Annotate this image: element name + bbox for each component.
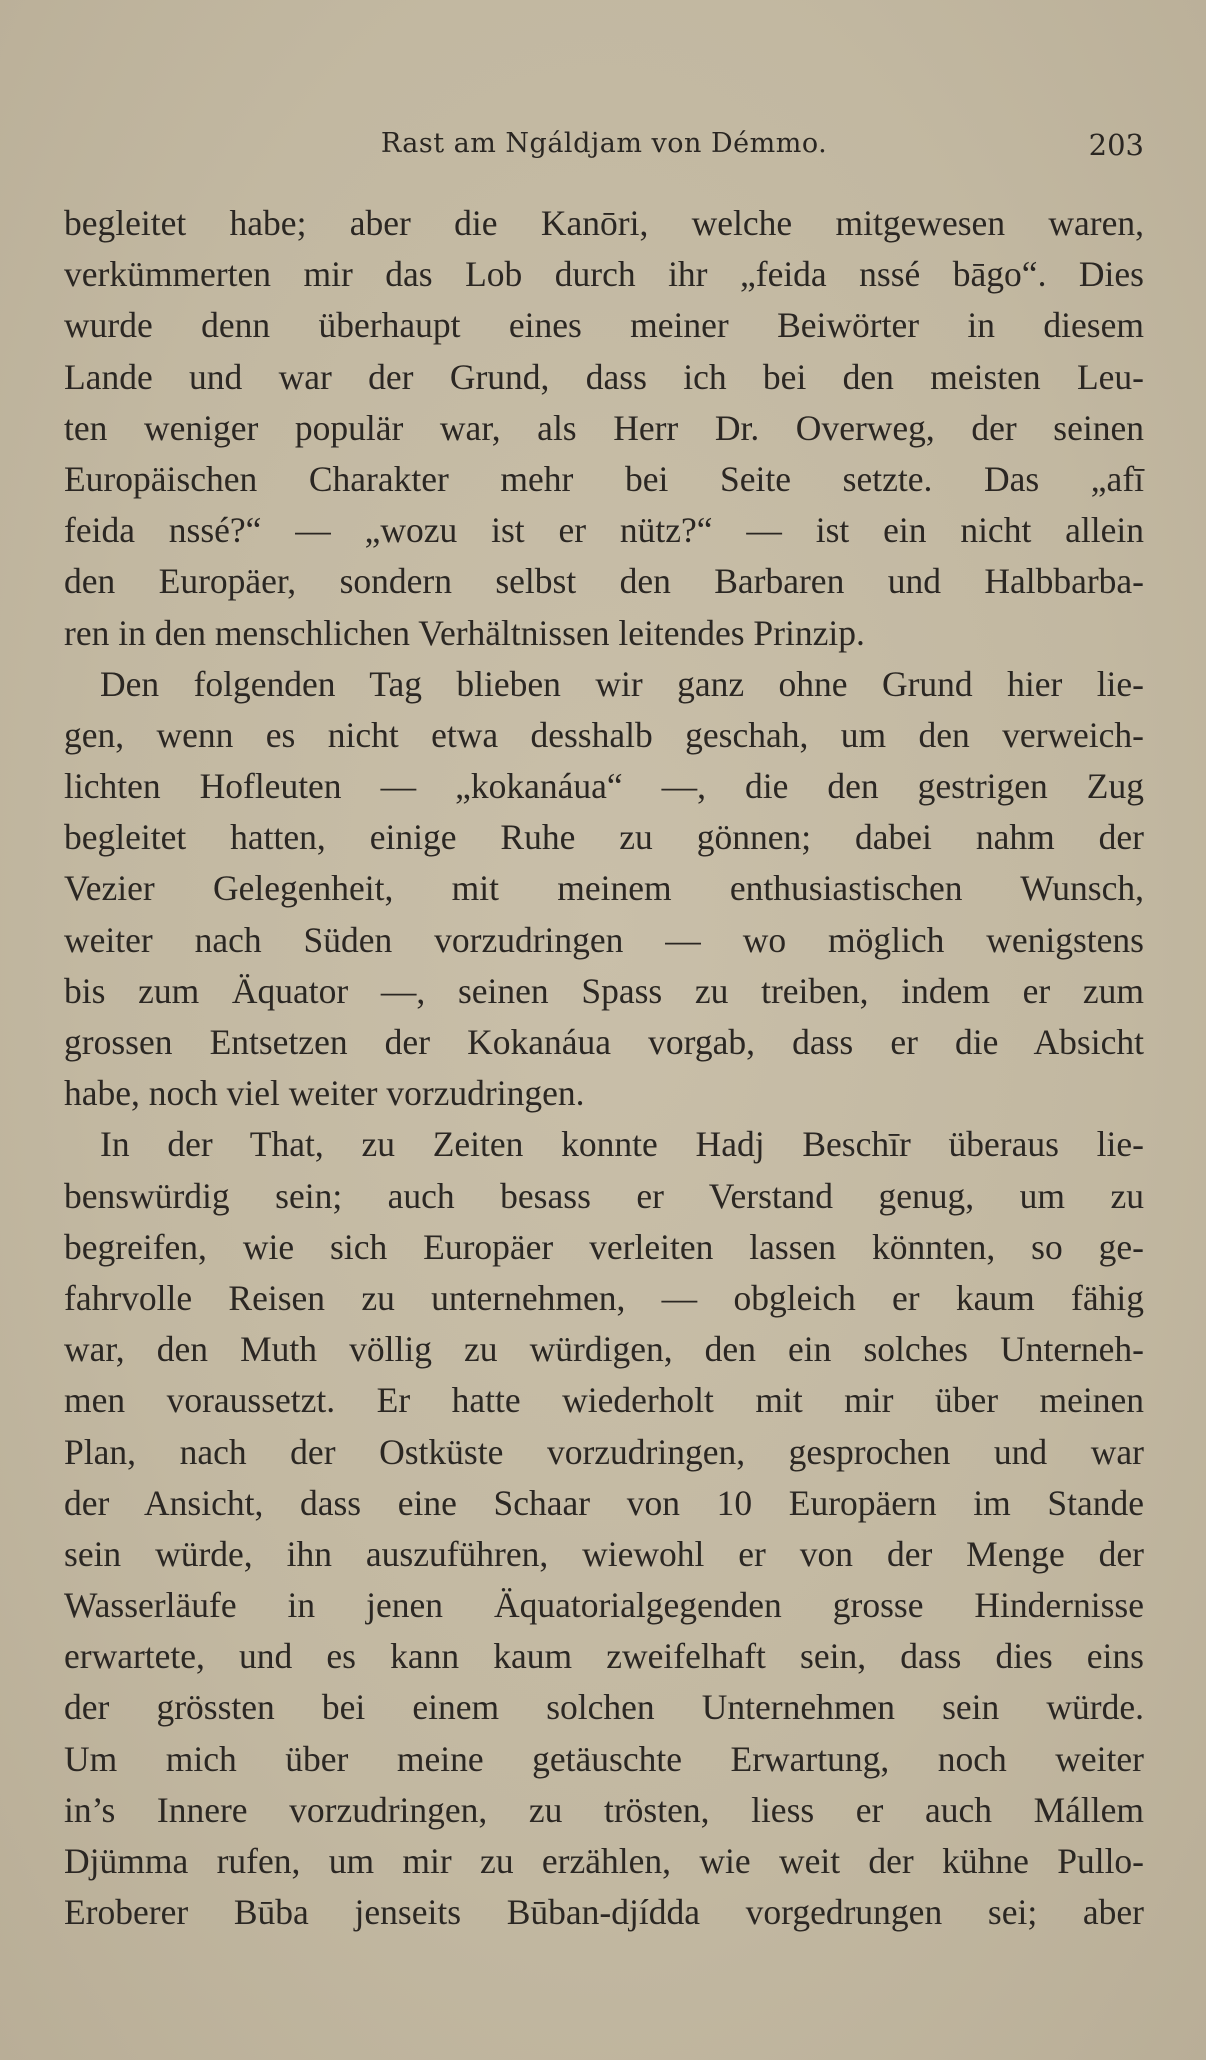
text-line: Eroberer Būba jenseits Būban-djídda vorgedrungen sei; aber [64,1892,1144,1933]
text-line: begleitet hatten, einige Ruhe zu gönnen; dabei nahm der [64,817,1144,858]
text-line: in’s Innere vorzudringen, zu trösten, liess er auch Mállem [64,1789,1144,1830]
text-line: men voraussetzt. Er hatte wiederholt mit mir über meinen [64,1380,1144,1421]
text-line: Wasserläufe in jenen Äquatorialgegenden grosse Hindernisse [64,1585,1144,1626]
text-line: begreifen, wie sich Europäer verleiten lassen könnten, so ge- [64,1226,1144,1267]
text-line: Djümma rufen, um mir zu erzählen, wie weit der kühne Pullo- [64,1841,1144,1881]
paragraph-3 [64,1119,1144,1938]
text-line: war, den Muth völlig zu würdigen, den ein solches Unterneh- [64,1329,1144,1370]
text-line: ren in den menschlichen Verhältnissen leitendes Prinzip. [64,612,865,653]
page-number: 203 [1088,128,1144,162]
text-line: feida nssé?“ — „wozu ist er nütz?“ — ist ein nicht allein [64,510,1144,551]
text-line: verkümmerten mir das Lob durch ihr „feida nssé bāgo“. Dies [64,254,1144,295]
text-line: begleitet habe; aber die Kanōri, welche mitgewesen waren, [64,203,1144,243]
running-title: Rast am Ngáldjam von Démmo. [380,128,828,159]
text-line: Europäischen Charakter mehr bei Seite setzte. Das „afī [64,458,1144,499]
text-line: den Europäer, sondern selbst den Barbaren und Halbbarba- [64,561,1144,602]
text-line: grossen Entsetzen der Kokanáua vorgab, dass er die Absicht [64,1022,1144,1062]
body-text [64,198,1144,1938]
text-line: weiter nach Süden vorzudringen — wo möglich wenigstens [64,919,1144,960]
page-header [64,128,1144,168]
text-line: Den folgenden Tag blieben wir ganz ohne Grund hier lie- [100,663,1144,704]
paragraph-1 [64,198,1144,659]
text-line: der Ansicht, dass eine Schaar von 10 Europäern im Stande [64,1482,1144,1523]
text-line: Vezier Gelegenheit, mit meinem enthusiastischen Wunsch, [64,868,1144,909]
text-line: gen, wenn es nicht etwa desshalb geschah, um den verweich- [64,714,1144,755]
text-line: In der That, zu Zeiten konnte Hadj Beschīr überaus lie- [100,1124,1144,1165]
text-line: bis zum Äquator —, seinen Spass zu treiben, indem er zum [64,970,1144,1011]
text-line: fahrvolle Reisen zu unternehmen, — obgleich er kaum fähig [64,1277,1144,1318]
text-line: Um mich über meine getäuschte Erwartung, noch weiter [64,1738,1144,1779]
text-line: der grössten bei einem solchen Unternehmen sein würde. [64,1687,1144,1728]
paragraph-2 [64,659,1144,1120]
text-line: ten weniger populär war, als Herr Dr. Overweg, der seinen [64,407,1144,448]
text-line: erwartete, und es kann kaum zweifelhaft sein, dass dies eins [64,1636,1144,1677]
text-line: wurde denn überhaupt eines meiner Beiwörter in diesem [64,305,1144,346]
text-line: sein würde, ihn auszuführen, wiewohl er von der Menge der [64,1533,1144,1574]
text-line: habe, noch viel weiter vorzudringen. [64,1073,585,1114]
text-line: lichten Hofleuten — „kokanáua“ —, die den gestrigen Zug [64,766,1144,807]
text-line: Lande und war der Grund, dass ich bei den meisten Leu- [64,356,1144,397]
text-line: Plan, nach der Ostküste vorzudringen, gesprochen und war [64,1431,1144,1472]
text-line: benswürdig sein; auch besass er Verstand genug, um zu [64,1175,1144,1216]
